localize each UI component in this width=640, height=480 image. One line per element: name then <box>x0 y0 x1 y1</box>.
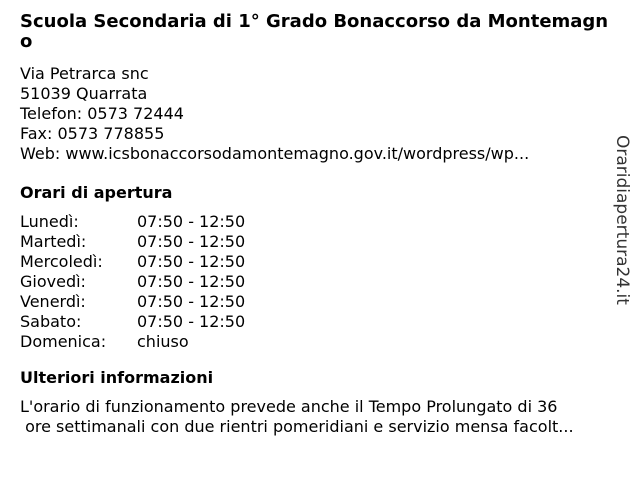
time-value: 07:50 - 12:50 <box>137 292 246 311</box>
time-value: 07:50 - 12:50 <box>137 212 246 231</box>
day-label: Venerdì: <box>20 292 86 311</box>
info-line-2: ore settimanali con due rientri pomeridiani e servizio mensa facolt... <box>20 417 574 436</box>
time-value: 07:50 - 12:50 <box>137 312 246 331</box>
hours-row-thursday <box>20 272 620 292</box>
opening-hours-heading: Orari di apertura <box>20 183 173 202</box>
school-info-card <box>20 12 620 437</box>
city-address: 51039 Quarrata <box>20 84 148 103</box>
day-label: Domenica: <box>20 332 107 351</box>
title-line-2: emagno <box>20 11 609 52</box>
day-label: Giovedì: <box>20 272 86 291</box>
address-block <box>20 64 620 164</box>
day-label: Lunedì: <box>20 212 79 231</box>
additional-info-text <box>20 397 620 437</box>
page-title <box>20 12 610 52</box>
street-address: Via Petrarca snc <box>20 64 149 83</box>
hours-row-tuesday <box>20 232 620 252</box>
time-value: 07:50 - 12:50 <box>137 252 246 271</box>
hours-row-monday <box>20 212 620 232</box>
hours-row-wednesday <box>20 252 620 272</box>
info-line-1: L'orario di funzionamento prevede anche il Tempo Prolungato di 36 <box>20 397 558 416</box>
day-label: Mercoledì: <box>20 252 103 271</box>
day-label: Sabato: <box>20 312 82 331</box>
opening-hours-list <box>20 212 620 352</box>
additional-info-heading: Ulteriori informazioni <box>20 368 214 387</box>
hours-row-friday <box>20 292 620 312</box>
time-value: chiuso <box>137 332 189 351</box>
phone-number: Telefon: 0573 72444 <box>20 104 184 123</box>
time-value: 07:50 - 12:50 <box>137 232 246 251</box>
watermark: Oraridiapertura24.it <box>612 135 632 305</box>
day-label: Martedì: <box>20 232 87 251</box>
title-line-1: Scuola Secondaria di 1° Grado Bonaccorso da Mont <box>20 11 540 32</box>
fax-number: Fax: 0573 778855 <box>20 124 165 143</box>
hours-row-sunday <box>20 332 620 352</box>
hours-row-saturday <box>20 312 620 332</box>
website-link[interactable]: Web: www.icsbonaccorsodamontemagno.gov.it/wordpress/wp... <box>20 144 530 163</box>
time-value: 07:50 - 12:50 <box>137 272 246 291</box>
